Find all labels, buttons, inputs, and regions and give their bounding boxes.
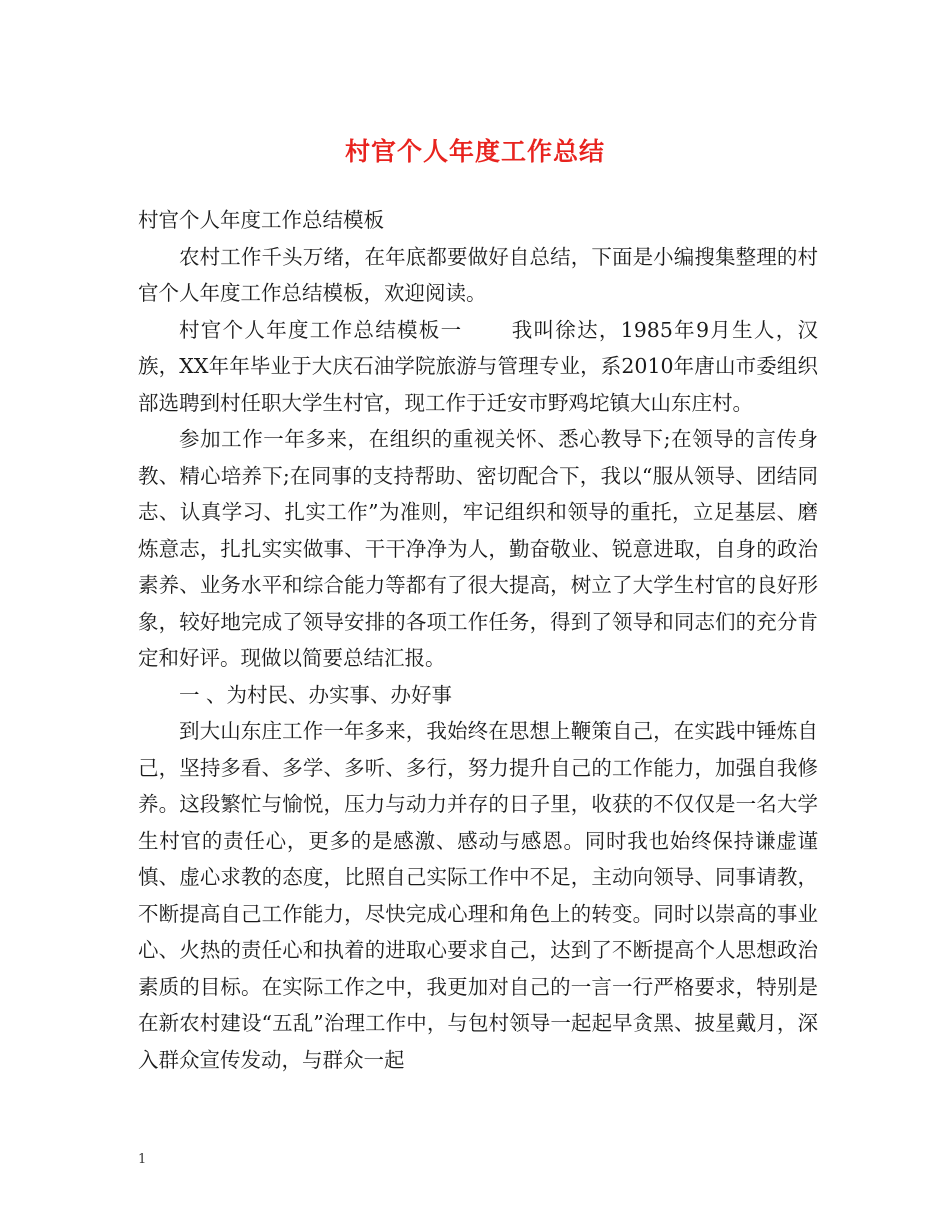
page-number: 1: [138, 1152, 147, 1167]
paragraph-section-one: 到大山东庄工作一年多来，我始终在思想上鞭策自己，在实践中锤炼自己，坚持多看、多学、多听、多行，努力提升自己的工作能力，加强自我修养。这段繁忙与愉悦，压力与动力并存的日子里，收获的不仅仅是一名大学生村官的责任心，更多的是感激、感动与感恩。同时我也始终保持谦虚谨慎、虚心求教的态度，比照自己实际工作中不足，主动向领导、同事请教，不断提高自己工作能力，尽快完成心理和角色上的转变。同时以崇高的事业心、火热的责任心和执着的进取心要求自己，达到了不断提高个人思想政治素质的目标。在实际工作之中，我更加对自己的一言一行严格要求，特别是在新农村建设“五乱”治理工作中，与包村领导一起起早贪黑、披星戴月，深入群众宣传发动，与群众一起: [138, 719, 818, 1072]
document-body: [138, 202, 818, 1078]
paragraph-self-introduction: [138, 312, 818, 422]
document-subtitle: 村官个人年度工作总结模板: [138, 208, 384, 232]
section-heading-template-one: 村官个人年度工作总结模板一: [179, 317, 463, 342]
self-introduction-text: 我叫徐达，1985年9月生人，汉族，XX年年毕业于大庆石油学院旅游与管理专业，系2010年唐山市委组织部选聘到村任职大学生村官，现工作于迁安市野鸡坨镇大山东庄村。: [138, 317, 818, 415]
paragraph-intro: 农村工作千头万绪，在年底都要做好自总结，下面是小编搜集整理的村官个人年度工作总结模板，欢迎阅读。: [138, 244, 818, 305]
paragraph-work-overview: 参加工作一年多来，在组织的重视关怀、悉心教导下;在领导的言传身教、精心培养下;在同事的支持帮助、密切配合下，我以“服从领导、团结同志、认真学习、扎实工作”为准则，牢记组织和领导的重托，立足基层、磨炼意志，扎扎实实做事、干干净净为人，勤奋敬业、锐意进取，自身的政治素养、业务水平和综合能力等都有了很大提高，树立了大学生村官的良好形象，较好地完成了领导安排的各项工作任务，得到了领导和同志们的充分肯定和好评。现做以简要总结汇报。: [138, 427, 818, 670]
section-heading-one: 一 、为村民、办实事、办好事: [179, 682, 453, 707]
document-title: 村官个人年度工作总结: [344, 137, 605, 166]
